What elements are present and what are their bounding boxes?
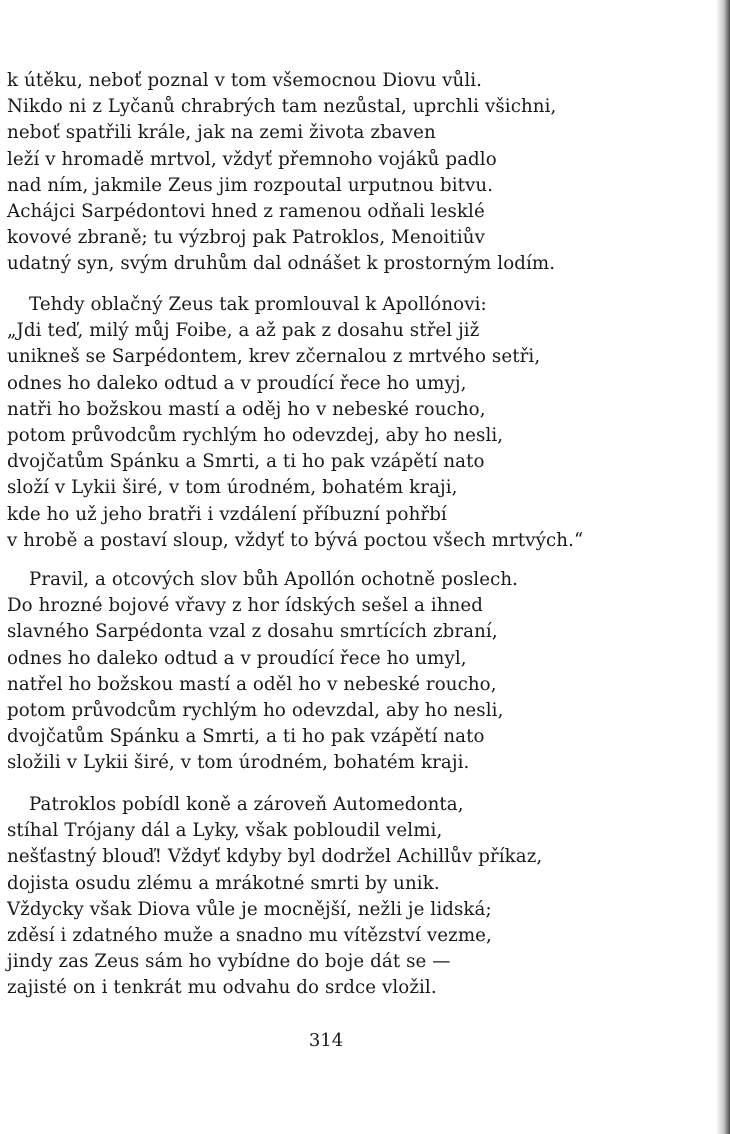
verse-line: složí v Lykii širé, v tom úrodném, bohatém kraji,: [7, 477, 458, 499]
verse-line: nad ním, jakmile Zeus jim rozpoutal urputnou bitvu.: [7, 174, 494, 196]
verse-line: zděsí i zdatného muže a snadno mu vítězství vezme,: [7, 925, 492, 947]
verse-line: kovové zbraně; tu výzbroj pak Patroklos, Menoitiův: [7, 227, 485, 249]
verse-line: nešťastný blouď! Vždyť kdyby byl dodržel Achillův příkaz,: [7, 846, 543, 868]
verse-line: stíhal Trójany dál a Lyky, však pobloudil velmi,: [7, 820, 443, 842]
verse-line: „Jdi teď, milý můj Foibe, a až pak z dosahu střel již: [7, 320, 480, 342]
verse-line: natři ho božskou mastí a oděj ho v nebeské roucho,: [7, 398, 486, 420]
verse-line: unikneš se Sarpédontem, krev zčernalou z mrtvého setři,: [7, 346, 541, 368]
verse-line: složili v Lykii širé, v tom úrodném, bohatém kraji.: [7, 752, 470, 774]
verse-line: dojista osudu zlému a mrákotné smrti by unik.: [7, 872, 440, 894]
verse-line: udatný syn, svým druhům dal odnášet k prostorným lodím.: [7, 253, 556, 275]
verse-line: kde ho už jeho bratři i vzdálení příbuzní pohřbí: [7, 503, 447, 525]
verse-line: jindy zas Zeus sám ho vybídne do boje dát se —: [7, 951, 451, 973]
stanza-4: [7, 792, 697, 1002]
stanza-3: [7, 567, 697, 777]
verse-line: Patroklos pobídl koně a zároveň Automedonta,: [29, 794, 464, 815]
verse-line: dvojčatům Spánku a Smrti, a ti ho pak vzápětí nato: [7, 726, 485, 748]
verse-line: zajisté on i tenkrát mu odvahu do srdce vložil.: [7, 977, 437, 999]
verse-line: potom průvodcům rychlým ho odevzdal, aby ho nesli,: [7, 700, 504, 722]
verse-line: Tehdy oblačný Zeus tak promlouval k Apollónovi:: [29, 294, 487, 315]
page-number: 314: [308, 1030, 344, 1051]
stanza-2: [7, 292, 697, 554]
verse-line: k útěku, neboť poznal v tom všemocnou Diovu vůli.: [7, 70, 483, 91]
verse-line: leží v hromadě mrtvol, vždyť přemnoho vojáků padlo: [7, 148, 497, 170]
verse-line: Nikdo ni z Lyčanů chrabrých tam nezůstal, uprchli všichni,: [7, 96, 557, 118]
page-edge-shadow: [716, 0, 730, 1134]
verse-line: odnes ho daleko odtud a v proudící řece ho umyj,: [7, 372, 467, 394]
verse-line: Pravil, a otcových slov bůh Apollón ochotně poslech.: [29, 569, 519, 590]
verse-line: Do hrozné bojové vřavy z hor ídských sešel a ihned: [7, 595, 483, 617]
stanza-1: [7, 68, 697, 278]
verse-line: slavného Sarpédonta vzal z dosahu smrtících zbraní,: [7, 621, 498, 643]
verse-line: natřel ho božskou mastí a oděl ho v nebeské roucho,: [7, 673, 497, 695]
verse-line: neboť spatřili krále, jak na zemi života zbaven: [7, 122, 436, 144]
verse-line: Acháјci Sarpédontovi hned z ramenou odňali lesklé: [7, 201, 485, 223]
verse-line: v hrobě a postaví sloup, vždyť to bývá poctou všech mrtvých.“: [7, 529, 584, 551]
verse-line: potom průvodcům rychlým ho odevzdej, aby ho nesli,: [7, 425, 504, 447]
verse-line: Vždycky však Diova vůle je mocnější, nežli je lidská;: [7, 898, 492, 920]
verse-line: odnes ho daleko odtud a v proudící řece ho umyl,: [7, 647, 467, 669]
verse-line: dvojčatům Spánku a Smrti, a ti ho pak vzápětí nato: [7, 451, 485, 473]
